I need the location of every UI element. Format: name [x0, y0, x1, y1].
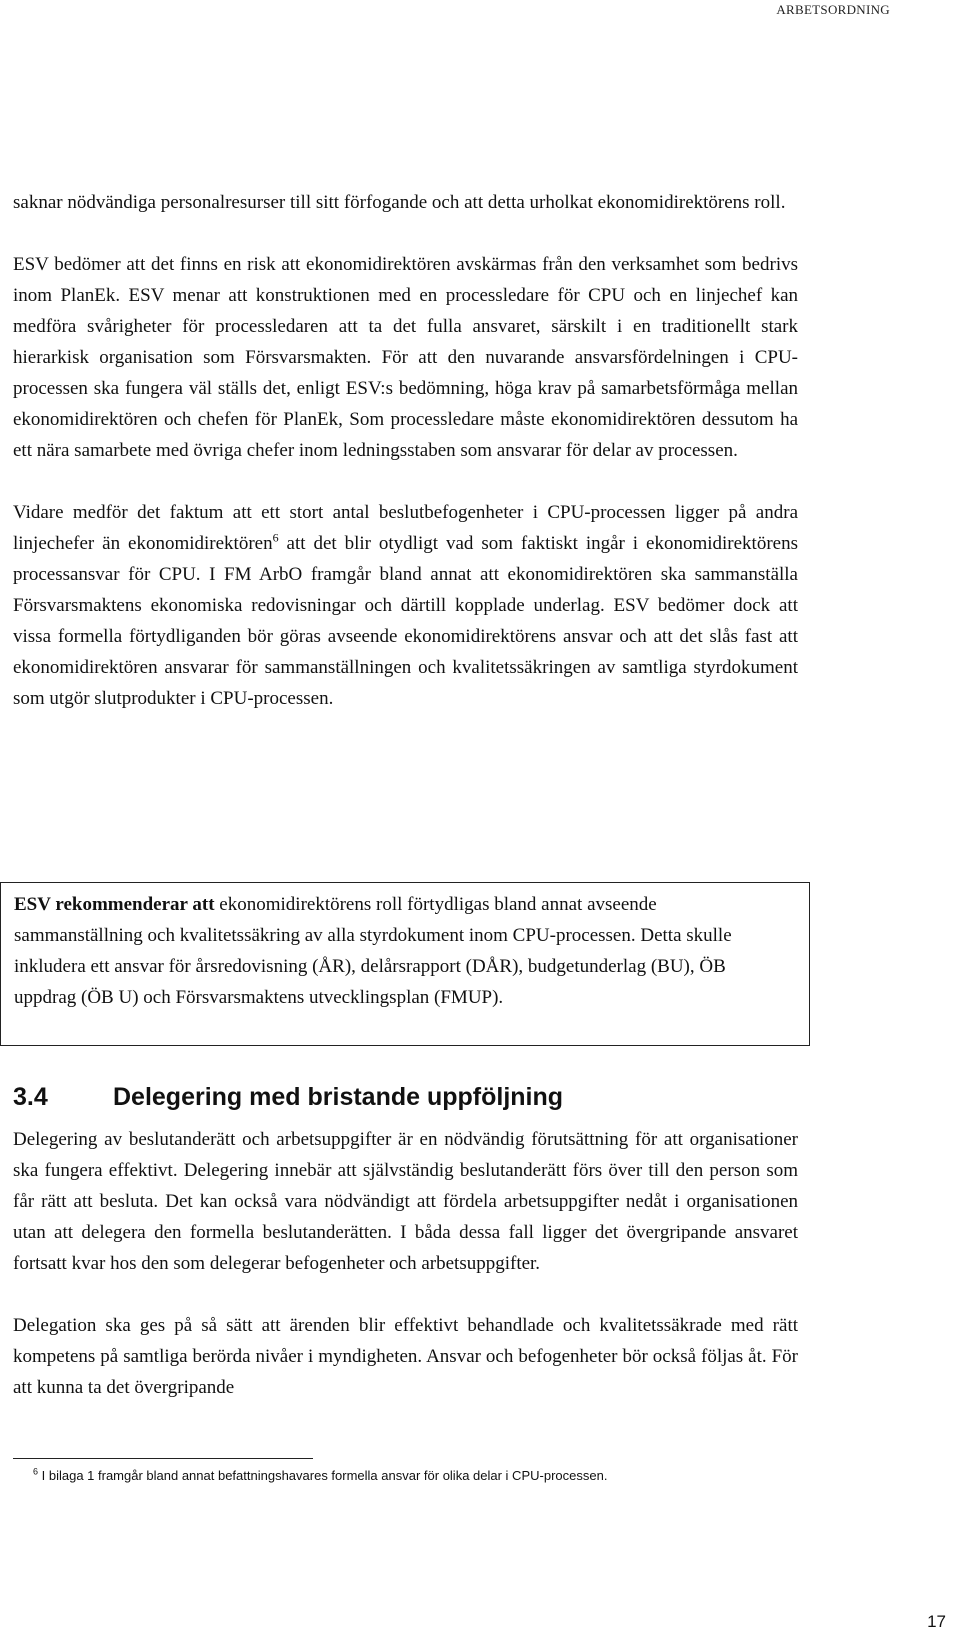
footnote-divider — [13, 1458, 313, 1459]
footnote-reference[interactable]: 6 — [272, 530, 279, 545]
section-number: 3.4 — [13, 1083, 48, 1111]
section-paragraph-1: Delegering av beslutanderätt och arbetsuppgifter är en nödvändig förutsättning för att organisationer ska fungera effektivt. Delegering innebär att självständig beslutanderätt förs över till den person som får rätt att besluta. Det kan också vara nödvändigt att fördela arbetsuppgifter nedåt i organisationen utan att delegera den formella beslutanderätten. I båda dessa fall ligger det övergripande ansvaret fortsatt kvar hos den som delegerar befogenheter och arbetsuppgifter. — [13, 1129, 798, 1274]
section-heading — [13, 1083, 563, 1112]
section-body — [13, 1124, 798, 1403]
recommendation-body: ekonomidirektörens roll förtydligas bland annat avseende sammanställning och kvalitetssäkring av alla styrdokument inom CPU-processen. Detta skulle inkludera ett ansvar för årsredovisning (ÅR), delårsrapport (DÅR), budgetunderlag (BU), ÖB uppdrag (ÖB U) och Försvarsmaktens utvecklingsplan (FMUP). — [14, 894, 732, 1008]
section-title: Delegering med bristande uppföljning — [113, 1083, 564, 1111]
recommendation-box — [0, 882, 810, 1046]
footnote — [33, 1468, 607, 1483]
paragraph-1: saknar nödvändiga personalresurser till sitt förfogande och att detta urholkat ekonomidirektörens roll. — [13, 192, 786, 213]
page-number: 17 — [927, 1612, 946, 1631]
recommendation-text — [14, 889, 789, 1013]
footnote-text: I bilaga 1 framgår bland annat befattningshavares formella ansvar för olika delar i CPU-processen. — [38, 1468, 608, 1483]
footnote-marker: 6 — [33, 1466, 39, 1477]
recommendation-lead: ESV rekommenderar att — [14, 894, 215, 915]
body-text — [13, 187, 798, 714]
section-paragraph-2: Delegation ska ges på så sätt att ärenden blir effektivt behandlade och kvalitetssäkrade med rätt kompetens på samtliga berörda nivåer i myndigheten. Ansvar och befogenheter bör också följas åt. För att kunna ta det övergripande — [13, 1315, 798, 1398]
running-header: ARBETSORDNING — [776, 2, 890, 17]
paragraph-3 — [13, 497, 798, 714]
paragraph-3-part-a: Vidare medför det faktum att ett stort antal beslutbefogenheter i CPU-processen ligger på andra linjechefer än ekonomidirektören — [13, 502, 798, 554]
paragraph-2: ESV bedömer att det finns en risk att ekonomidirektören avskärmas från den verksamhet som bedrivs inom PlanEk. ESV menar att konstruktionen med en processledare för CPU och en linjechef kan medföra svårigheter för processledaren att ta det fulla ansvaret, särskilt i en traditionellt stark hierarkisk organisation som Försvarsmakten. För att den nuvarande ansvarsfördelningen i CPU-processen ska fungera väl ställs det, enligt ESV:s bedömning, höga krav på samarbetsförmåga mellan ekonomidirektören och chefen för PlanEk, Som processledare måste ekonomidirektören dessutom ha ett nära samarbete med övriga chefer inom ledningsstaben som ansvarar för delar av processen. — [13, 254, 798, 461]
paragraph-3-part-b: att det blir otydligt vad som faktiskt ingår i ekonomidirektörens processansvar för CPU. I FM ArbO framgår bland annat att ekonomidirektören ska sammanställa Försvarsmaktens ekonomiska redovisningar och därtill kopplade underlag. ESV bedömer dock att vissa formella förtydliganden bör göras avseende ekonomidirektörens ansvar och att det slås fast att ekonomidirektören ansvarar för sammanställningen och kvalitetssäkringen av samtliga styrdokument som utgör slutprodukter i CPU-processen. — [13, 533, 798, 709]
